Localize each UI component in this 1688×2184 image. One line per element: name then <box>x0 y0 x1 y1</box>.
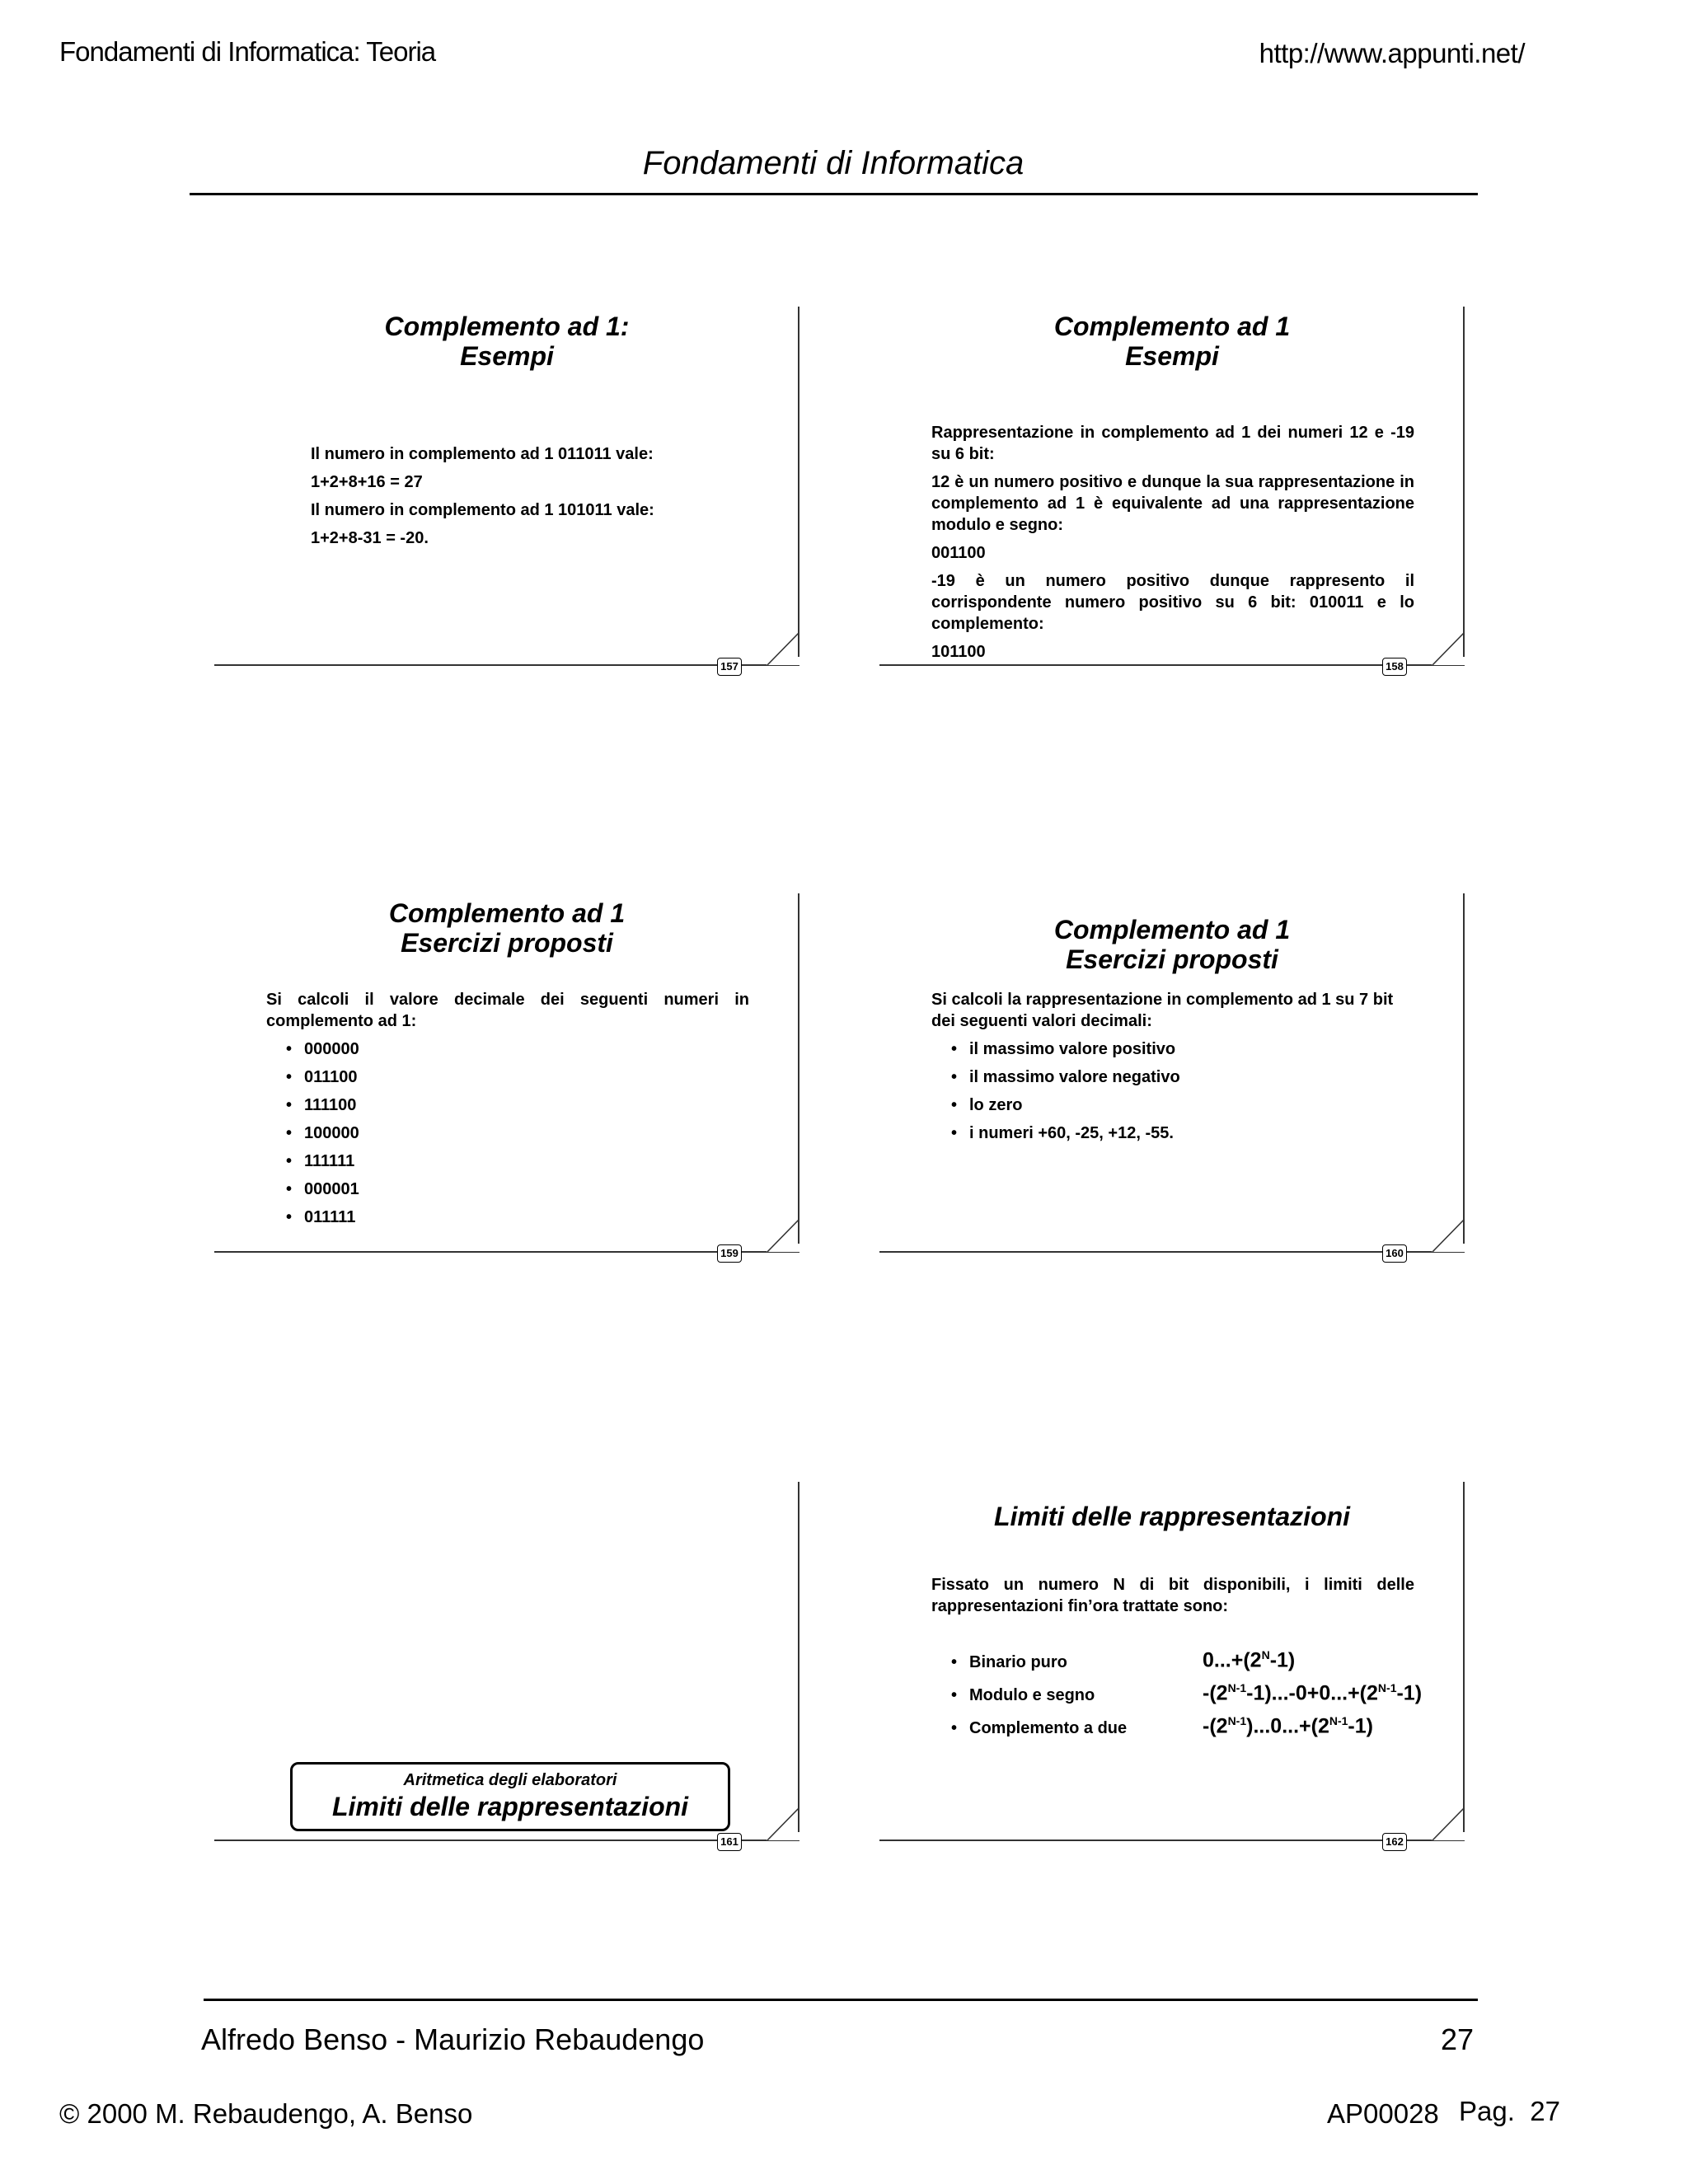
slide-body: Il numero in complemento ad 1 011011 vale: 1+2+8+16 = 27 Il numero in complemento ad 1 101011 vale: 1+2+8-31 = -20. <box>311 445 654 547</box>
slide-border-bottom <box>214 1840 767 1841</box>
list-item: • il massimo valore positivo <box>951 1038 1414 1060</box>
document-title: Fondamenti di Informatica <box>642 145 1025 181</box>
slide-162 <box>879 1482 1465 1866</box>
slide-intro: Fissato un numero N di bit disponibili, i limiti delle rappresentazioni fin’ora trattate sono: <box>931 1576 1414 1615</box>
slide-157 <box>214 307 799 691</box>
slide-159 <box>214 893 799 1277</box>
list-item: • 000000 <box>286 1038 749 1060</box>
page-indicator: Pag. 27 <box>1459 2096 1560 2126</box>
footer-page-number: 27 <box>1441 2022 1475 2056</box>
limit-label: • Modulo e segno <box>951 1686 1095 1705</box>
list-item: • 111111 <box>286 1151 749 1172</box>
footer-rule <box>204 1999 1478 2001</box>
slide-border-right <box>798 1482 799 1832</box>
limit-range: $-(2^{N-1})...0...+(2^{N-1}-1)$ <box>1203 1714 1373 1738</box>
slide-body <box>931 1574 1414 1624</box>
copyright-notice: © 2000 M. Rebaudengo, A. Benso <box>59 2098 473 2129</box>
slide-body <box>931 989 1414 1151</box>
slide-border-bottom <box>879 1840 1432 1841</box>
limit-range: $0...+(2^N-1)$ <box>1203 1648 1296 1672</box>
limit-label: • Binario puro <box>951 1653 1067 1672</box>
slide-border-bottom <box>214 664 767 666</box>
slide-158 <box>879 307 1465 691</box>
page-fold-icon <box>767 632 799 666</box>
slide-body: Rappresentazione in complemento ad 1 dei numeri 12 e -19 su 6 bit: 12 è un numero positivo e dunque la sua rappresentazione in complemento ad 1 è equivalente ad una rappresentazione modulo e segno: 001100 -19 è un numero positivo dunque rappresento il corrispondente numero positivo su 6 bit: 010011 e lo complemento: 101100 <box>931 424 1414 661</box>
header-url: http://www.appunti.net/ <box>1259 38 1525 68</box>
slide-title: Limiti delle rappresentazioni <box>993 1502 1351 1531</box>
slide-border-right <box>1463 1482 1465 1832</box>
section-subtitle: Aritmetica degli elaboratori <box>403 1771 617 1789</box>
section-title: Limiti delle rappresentazioni <box>331 1792 689 1821</box>
slide-number: 158 <box>1382 658 1407 676</box>
page-fold-icon <box>1432 1219 1465 1253</box>
list-item: • 111100 <box>286 1094 749 1116</box>
section-title-box <box>290 1762 730 1831</box>
limit-range: $-(2^{N-1}-1)...-0+0...+(2^{N-1}-1)$ <box>1203 1681 1423 1705</box>
limit-row <box>951 1680 1462 1713</box>
slide-border-bottom <box>214 1251 767 1253</box>
header-rule <box>190 193 1478 195</box>
list-item: • 100000 <box>286 1122 749 1144</box>
page-fold-icon <box>1432 1807 1465 1841</box>
slide-title: Complemento ad 1 Esercizi proposti <box>388 898 626 958</box>
limit-row <box>951 1713 1462 1746</box>
page-fold-icon <box>767 1219 799 1253</box>
slide-161 <box>214 1482 799 1866</box>
list-item: • il massimo valore negativo <box>951 1066 1414 1088</box>
slide-number: 159 <box>717 1244 742 1263</box>
slide-number: 162 <box>1382 1833 1407 1851</box>
slide-number: 161 <box>717 1833 742 1851</box>
slide-border-bottom <box>879 1251 1432 1253</box>
list-item: • 011111 <box>286 1207 749 1228</box>
slide-title: Complemento ad 1 Esempi <box>1053 312 1291 371</box>
document-code: AP00028 <box>1327 2098 1439 2129</box>
bullet-list <box>951 1038 1414 1144</box>
slide-intro: Si calcoli la rappresentazione in complemento ad 1 su 7 bit dei seguenti valori decimali: <box>931 991 1394 1030</box>
slide-title: Complemento ad 1 Esercizi proposti <box>1053 915 1291 974</box>
footer-authors: Alfredo Benso - Maurizio Rebaudengo <box>201 2022 705 2056</box>
slide-number: 157 <box>717 658 742 676</box>
list-item: • lo zero <box>951 1094 1414 1116</box>
slide-title: Complemento ad 1: Esempi <box>384 312 630 371</box>
slide-number: 160 <box>1382 1244 1407 1263</box>
limits-table <box>951 1647 1462 1746</box>
header-left: Fondamenti di Informatica: Teoria <box>59 36 436 67</box>
bullet-list <box>286 1038 749 1228</box>
list-item: • i numeri +60, -25, +12, -55. <box>951 1122 1414 1144</box>
page-fold-icon <box>767 1807 799 1841</box>
limit-row <box>951 1647 1462 1680</box>
limit-label: • Complemento a due <box>951 1719 1127 1738</box>
list-item: • 011100 <box>286 1066 749 1088</box>
slide-160 <box>879 893 1465 1277</box>
slide-body <box>266 989 749 1235</box>
page-fold-icon <box>1432 632 1465 666</box>
slide-intro: Si calcoli il valore decimale dei seguenti numeri in complemento ad 1: <box>266 991 749 1030</box>
list-item: • 000001 <box>286 1179 749 1200</box>
